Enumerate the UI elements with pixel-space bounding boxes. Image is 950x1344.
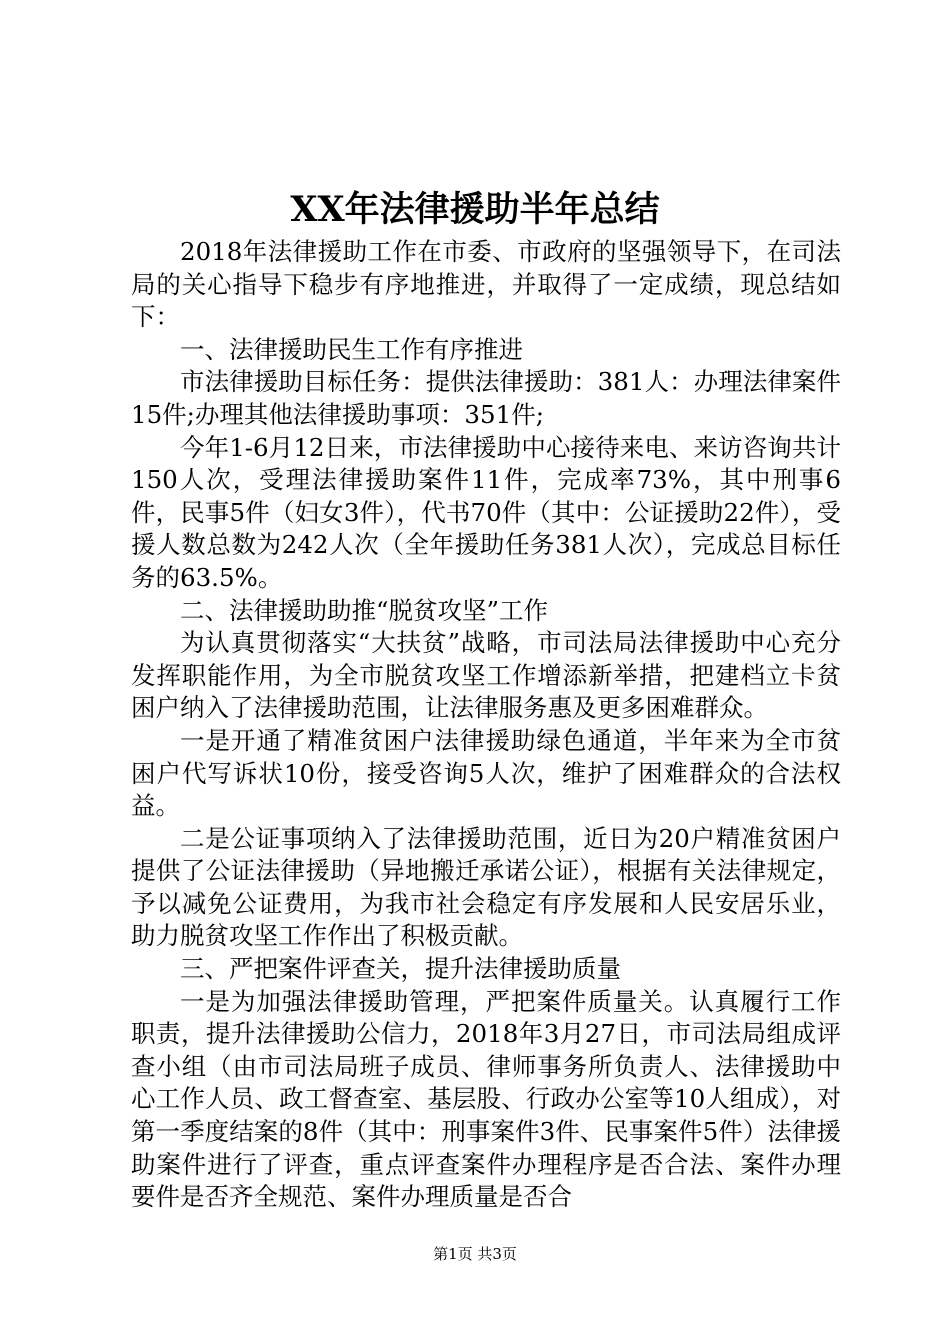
document-title: XX年法律援助半年总结 (290, 189, 660, 230)
paragraph: 二是公证事项纳入了法律援助范围，近日为20户精准贫困户提供了公证法律援助（异地搬迁承诺公证），根据有关法律规定，予以减免公证费用，为我市社会稳定有序发展和人民安居乐业，助力脱贫攻坚工作作出了积极贡献。 (131, 823, 841, 951)
paragraph: 为认真贯彻落实“大扶贫”战略，市司法局法律援助中心充分发挥职能作用，为全市脱贫攻坚工作增添新举措，把建档立卡贫困户纳入了法律援助范围，让法律服务惠及更多困难群众。 (131, 628, 841, 723)
paragraph: 一是开通了精准贫困户法律援助绿色通道，半年来为全市贫困户代写诉状10份，接受咨询5人次，维护了困难群众的合法权益。 (131, 725, 841, 821)
paragraph-intro: 2018年法律援助工作在市委、市政府的坚强领导下，在司法局的关心指导下稳步有序地推进，并取得了一定成绩，现总结如下： (131, 237, 841, 332)
paragraph: 今年1-6月12日来，市法律援助中心接待来电、来访咨询共计150人次，受理法律援助案件11件，完成率73%，其中刑事6件，民事5件（妇女3件），代书70件（其中：公证援助22件），受援人数总数为242人次（全年援助任务381人次），完成总目标任务的63.5%。 (131, 432, 841, 592)
page-footer: 第1页 共3页 (433, 1245, 517, 1263)
section-heading-3: 三、严把案件评查关，提升法律援助质量 (180, 954, 621, 984)
document-body (131, 236, 841, 1214)
paragraph: 市法律援助目标任务：提供法律援助：381人：办理法律案件15件;办理其他法律援助事项：351件; (131, 367, 841, 429)
paragraph: 一是为加强法律援助管理，严把案件质量关。认真履行工作职责，提升法律援助公信力，2018年3月27日，市司法局组成评查小组（由市司法局班子成员、律师事务所负责人、法律援助中心工作人员、政工督查室、基层股、行政办公室等10人组成），对第一季度结案的8件（其中：刑事案件3件、民事案件5件）法律援助案件进行了评查，重点评查案件办理程序是否合法、案件办理要件是否齐全规范、案件办理质量是否合 (131, 986, 841, 1212)
section-heading-1: 一、法律援助民生工作有序推进 (180, 334, 523, 364)
section-heading-2: 二、法律援助助推“脱贫攻坚”工作 (180, 595, 549, 625)
